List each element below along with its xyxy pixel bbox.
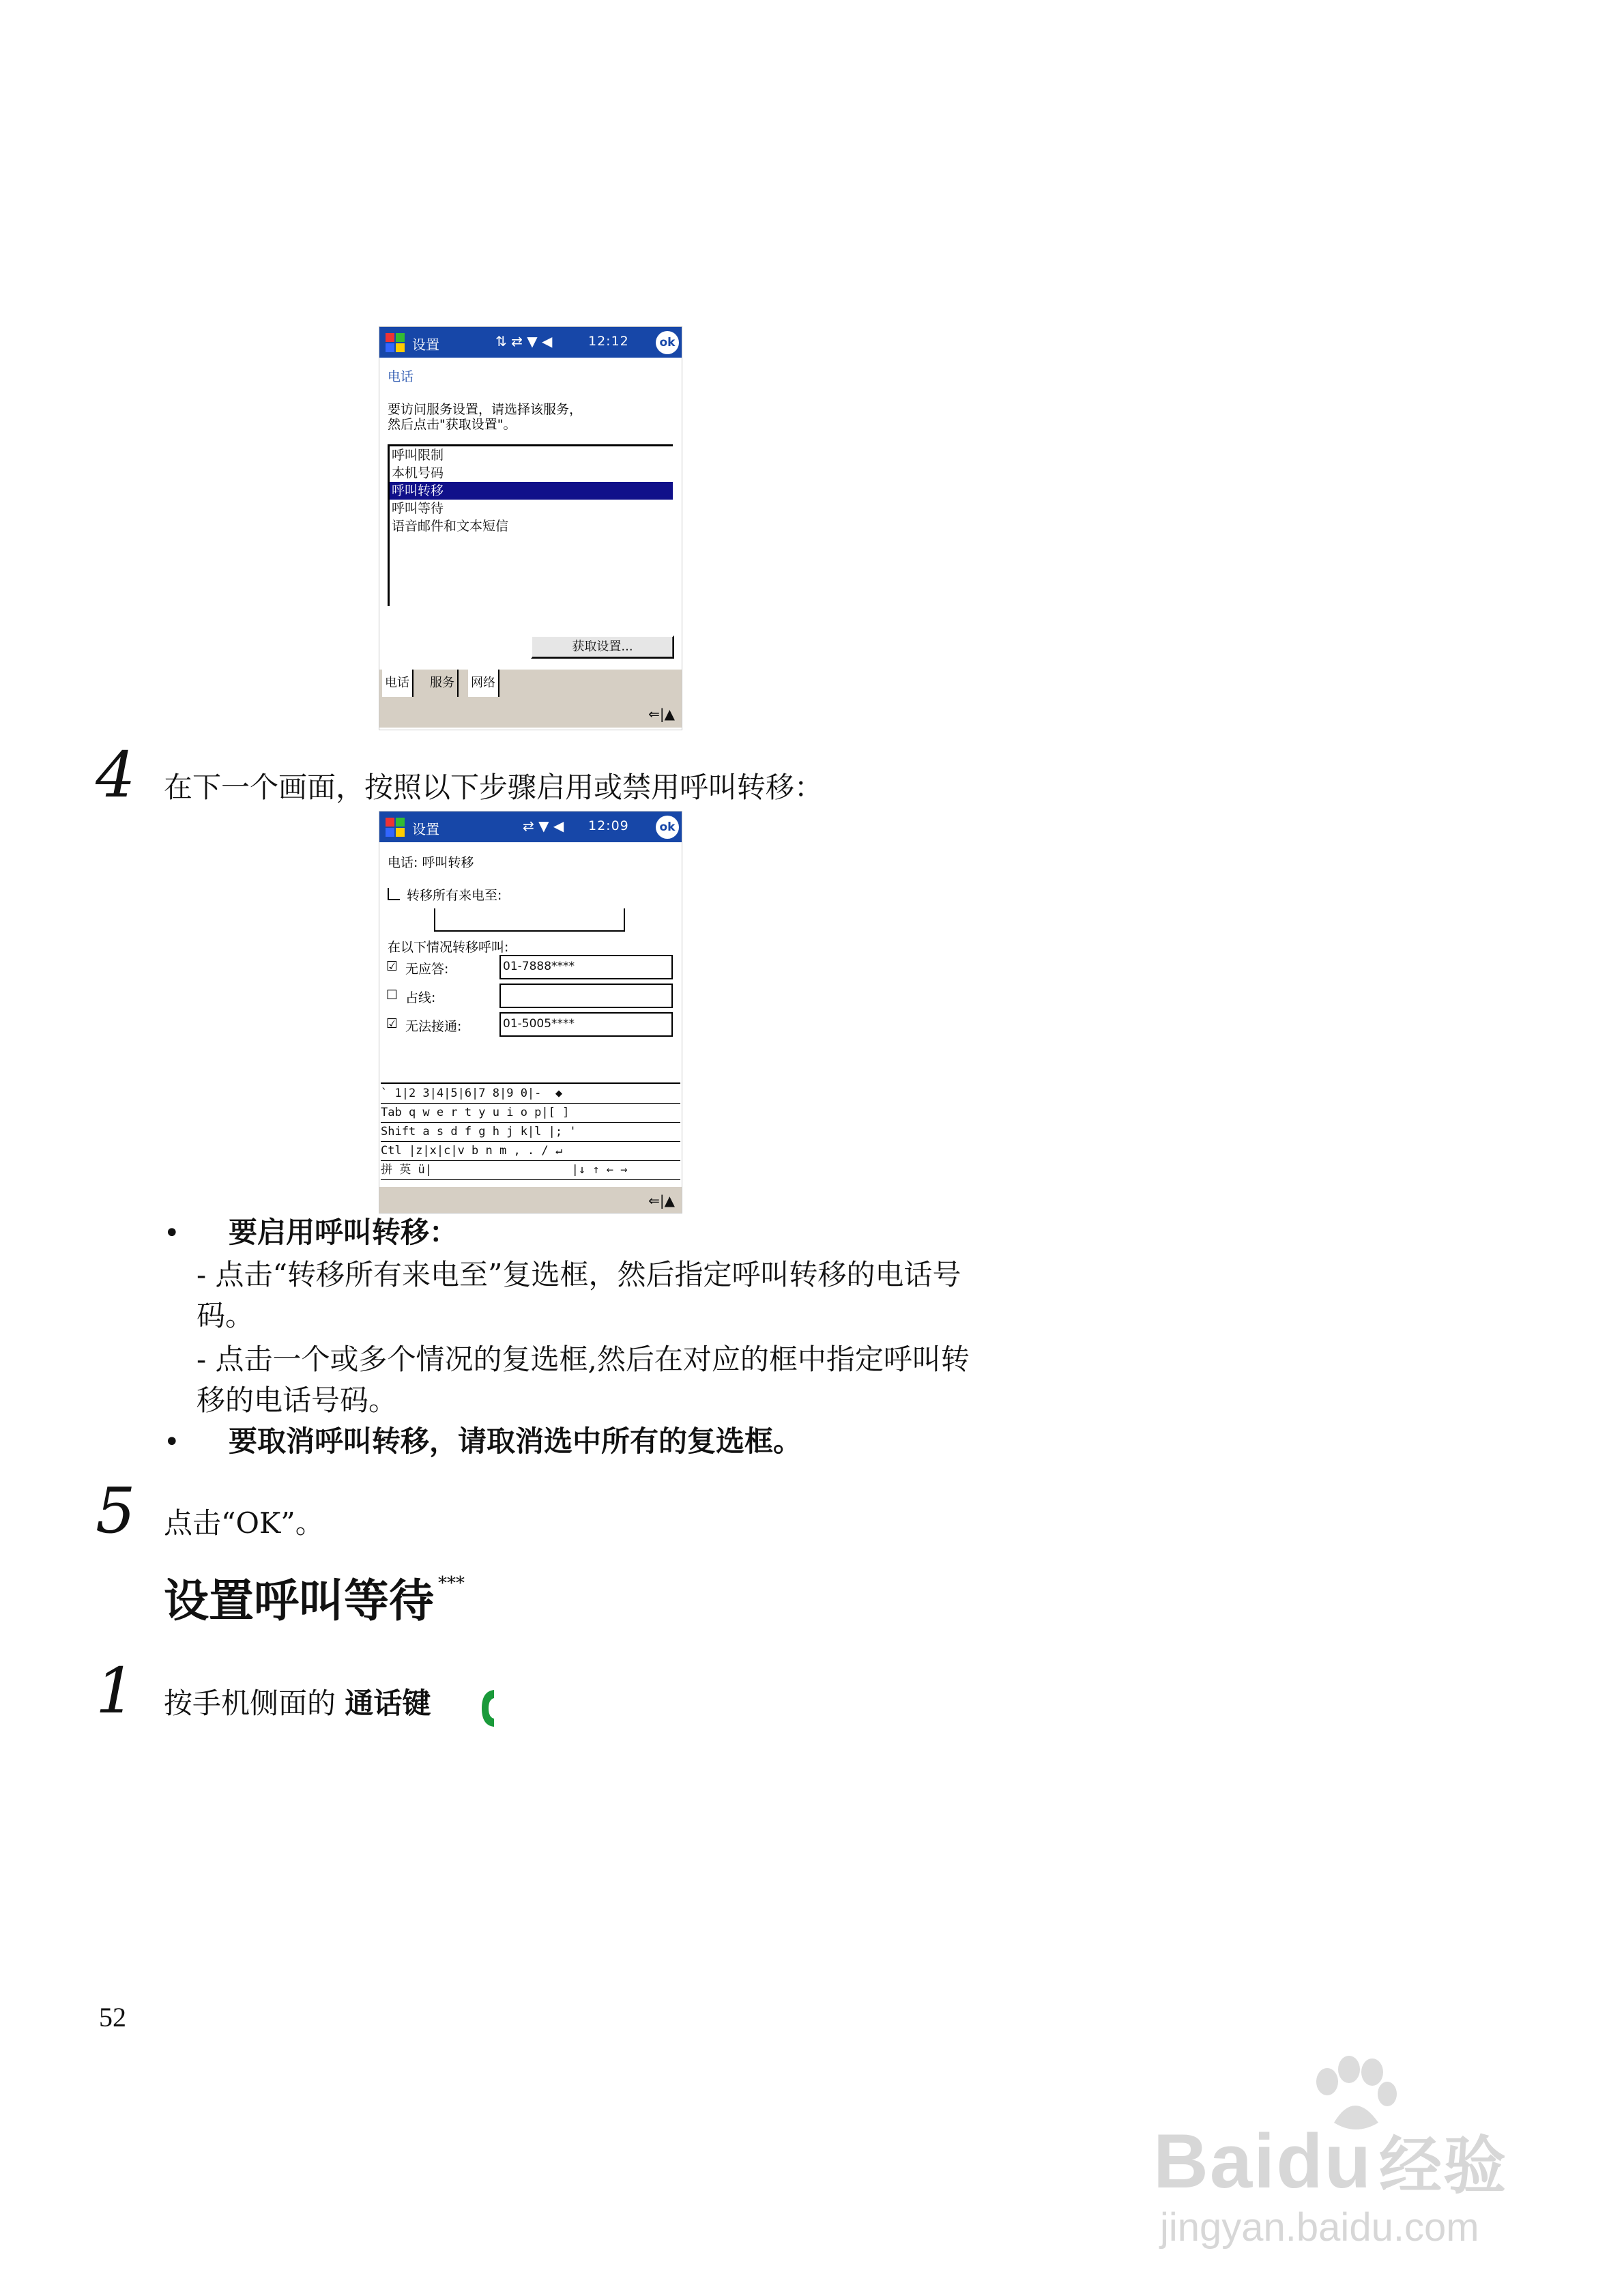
condition-checkbox[interactable]: ☐ [386,988,398,1003]
condition-number-field[interactable]: 01-5005**** [499,1012,673,1037]
input-panel-icon[interactable]: ⇐|▲ [648,706,675,722]
bullet-line: - 点击“转移所有来电至”复选框，然后指定呼叫转移的电话号 [197,1258,961,1291]
call-key-icon [479,1689,497,1728]
prompt-line-1: 要访问服务设置，请选择该服务， [388,402,583,417]
window-title: 设置 [412,336,439,353]
bullet-heading: 要取消呼叫转移，请取消选中所有的复选框。 [229,1424,802,1458]
clock: 12:09 [588,818,629,833]
watermark-url: jingyan.baidu.com [1160,2205,1479,2250]
step-text: 在下一个画面，按照以下步骤启用或禁用呼叫转移： [164,771,824,804]
page-header: 电话: 呼叫转移 [388,855,474,870]
command-bar [379,700,682,728]
keyboard-row[interactable]: Tab q w e r t y u i o p|[ ] [381,1103,680,1123]
condition-label: 占线: [405,990,436,1005]
step-text-bold: 通话键 [345,1687,431,1720]
step-text-normal: 按手机侧面的 [164,1687,345,1720]
bullet-line: 码。 [197,1299,255,1332]
list-item[interactable]: 本机号码 [392,465,444,480]
get-settings-button[interactable]: 获取设置... [531,635,674,659]
section-heading [164,1564,465,1629]
command-bar [379,1187,682,1214]
windows-start-icon[interactable] [383,331,407,354]
window-title: 设置 [412,821,439,837]
title-bar [379,812,682,842]
step-text [164,1686,431,1722]
bullet-dot: • [164,1218,180,1249]
tab-network[interactable]: 网络 [468,670,499,697]
condition-checkbox[interactable]: ☑ [386,959,398,974]
forward-all-checkbox[interactable] [388,888,400,900]
condition-number-field[interactable] [499,984,673,1008]
conditions-label: 在以下情况转移呼叫: [388,940,509,955]
title-bar [379,327,682,358]
step-number: 5 [96,1474,136,1547]
condition-label: 无法接通: [405,1019,462,1034]
screenshot-call-forwarding-phone [379,811,682,1214]
bullet-heading: 要启用呼叫转移： [229,1216,459,1249]
condition-label: 无应答: [405,962,449,977]
baidu-jingyan-watermark [1153,2054,1563,2252]
clock: 12:12 [588,334,629,349]
list-item[interactable]: 呼叫限制 [392,448,444,463]
prompt-line-2: 然后点击"获取设置"。 [388,417,517,432]
condition-number-field[interactable]: 01-7888**** [499,955,673,979]
keyboard-row[interactable]: Ctl |z|x|c|v b n m , . / ↵ [381,1141,680,1161]
tab-phone[interactable]: 电话 [382,670,414,697]
page-header: 电话 [388,369,414,384]
list-item-selected[interactable]: 呼叫转移 [390,482,673,500]
soft-keyboard[interactable] [381,1082,680,1179]
input-panel-icon[interactable]: ⇐|▲ [648,1192,675,1209]
list-item[interactable]: 呼叫等待 [392,501,444,516]
step-number: 4 [96,738,136,812]
screenshot-settings-phone [379,326,682,730]
watermark-brand: Bai [1153,2119,1277,2204]
ok-button[interactable]: ok [656,331,679,354]
forward-all-label: 转移所有来电至: [407,888,502,903]
condition-checkbox[interactable]: ☑ [386,1016,398,1031]
watermark-brand-2: du [1276,2119,1373,2204]
forward-all-number-field[interactable] [434,908,625,932]
bullet-line: - 点击一个或多个情况的复选框,然后在对应的框中指定呼叫转 [197,1343,970,1376]
list-item[interactable]: 语音邮件和文本短信 [392,519,509,534]
section-heading-text: 设置呼叫等待 [164,1574,434,1627]
status-icons: ⇄ ▼ ◀ [523,818,564,834]
windows-start-icon[interactable] [383,816,407,839]
section-heading-note: *** [438,1573,465,1594]
service-list[interactable] [388,444,673,606]
tab-bar [379,670,682,700]
keyboard-row[interactable]: 拼 英 ü| |↓ ↑ ← → [381,1160,680,1180]
keyboard-row[interactable]: ` 1|2 3|4|5|6|7 8|9 0|- ◆ [381,1084,680,1104]
watermark-cn: 经验 [1379,2129,1508,2202]
bullet-line: 移的电话号码。 [197,1383,398,1417]
step-text: 点击“OK”。 [164,1506,324,1540]
tab-services[interactable]: 服务 [427,670,459,697]
step-number: 1 [96,1654,136,1727]
page-number: 52 [99,2002,126,2033]
bullet-dot: • [164,1426,180,1458]
ok-button[interactable]: ok [656,816,679,839]
status-icons: ⇅ ⇄ ▼ ◀ [495,333,553,349]
keyboard-row[interactable]: Shift a s d f g h j k|l |; ' [381,1122,680,1142]
